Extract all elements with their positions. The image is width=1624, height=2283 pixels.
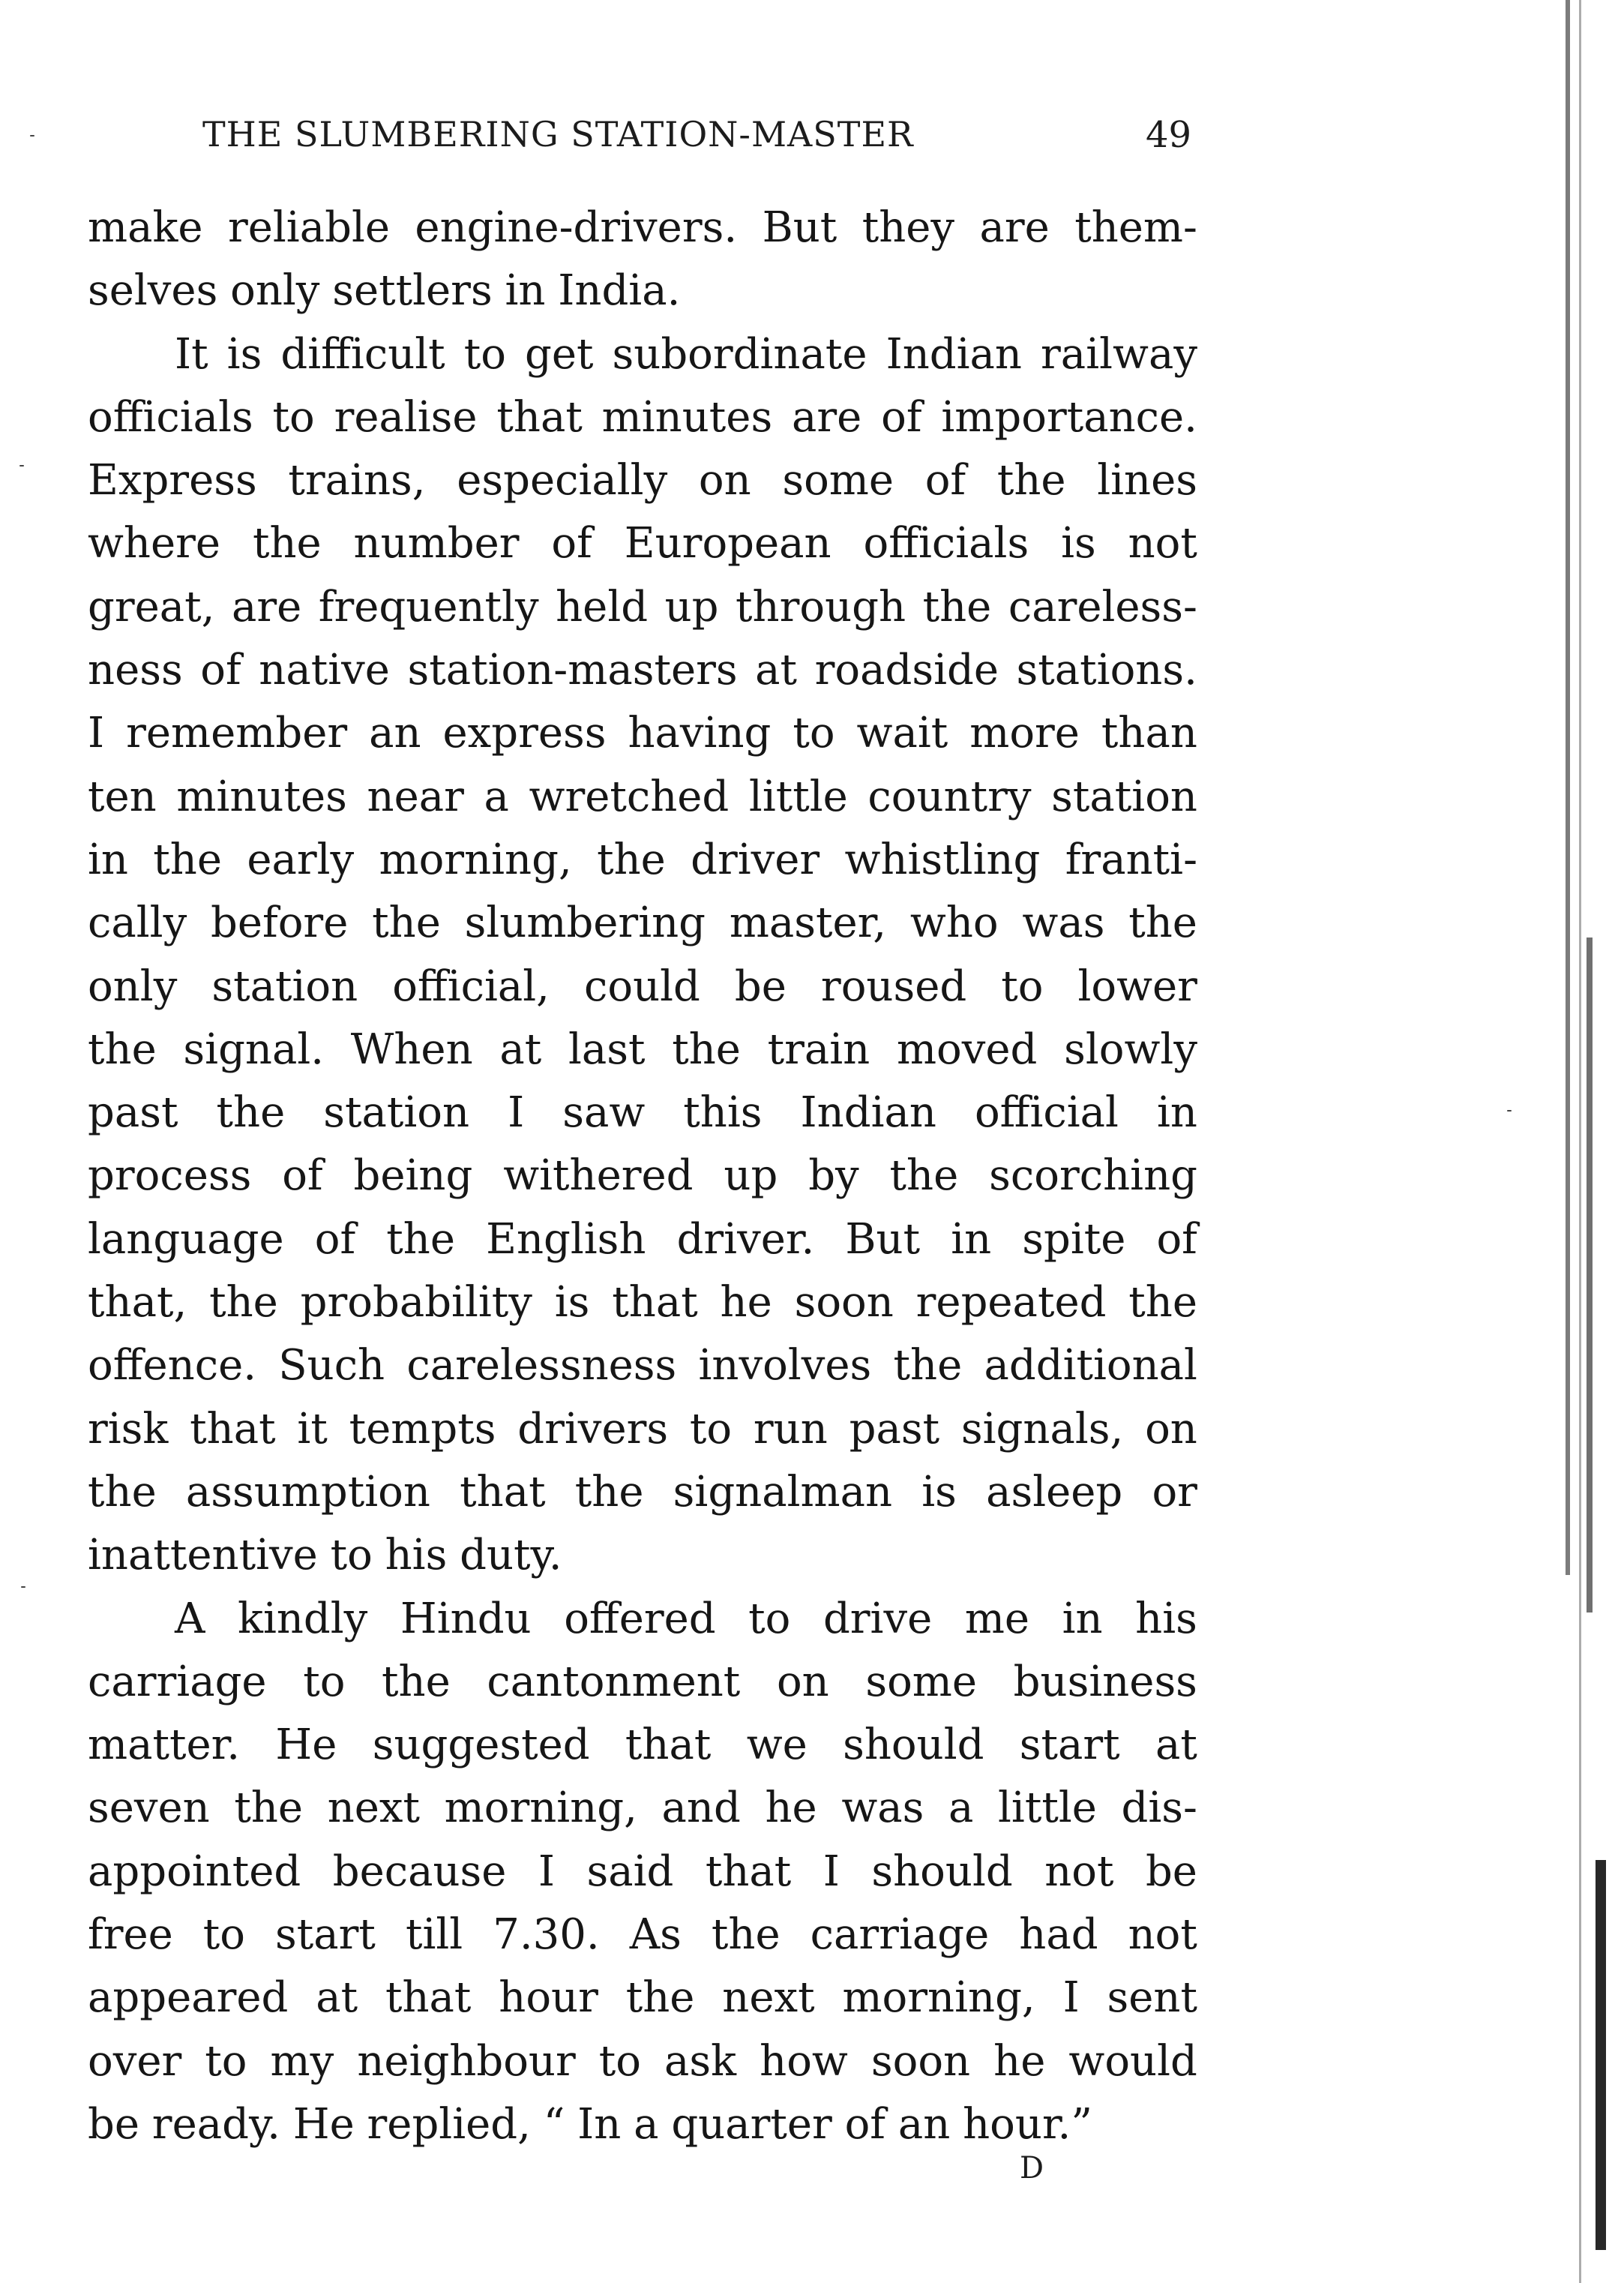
word: duty. [460,1531,562,1580]
word: business [1013,1657,1197,1706]
word: get [524,329,594,379]
text-line [88,1904,1197,1966]
word: be [734,962,787,1011]
word: an [369,709,421,758]
word: of [844,2099,886,2149]
word: his [385,1531,448,1580]
word: who [909,898,999,948]
word: little [998,1784,1097,1833]
word: probability [300,1278,532,1328]
word: run [753,1404,828,1454]
word: drivers [517,1404,669,1454]
word: a [948,1784,974,1833]
word: number [353,519,520,568]
word: be [88,2099,139,2149]
word: driver. [676,1214,815,1264]
word: appointed [88,1846,301,1896]
word: Hindu [400,1594,532,1643]
word: his [1135,1594,1197,1643]
word: the [574,1467,644,1516]
text-line [88,1271,1197,1334]
word: is [554,1278,590,1328]
word: an [897,2099,951,2149]
word: the [625,1973,695,2023]
word: being [353,1151,473,1201]
text-line [88,449,1197,512]
word: express [442,709,607,758]
word: that [625,1720,712,1770]
word: But [762,203,837,252]
word: ready. [151,2099,280,2149]
word: the [88,1024,157,1074]
word: scorching [989,1151,1197,1201]
word: of [282,1151,323,1201]
word: on [698,456,751,506]
word: station-masters [407,646,738,695]
word: and [661,1784,741,1833]
word: difficult [280,329,445,379]
word: how [760,2036,848,2086]
word: at [755,646,798,695]
word: more [969,709,1080,758]
word: free [88,1910,173,1960]
word: great, [88,582,215,632]
word: slowly [1064,1024,1197,1074]
text-line [88,1334,1197,1397]
word: trains, [288,456,426,506]
gutter-shadow [1566,0,1570,1575]
word: subordinate [612,329,867,379]
word: 7.30. [493,1910,600,1960]
word: to [793,709,835,758]
word: repeated [915,1278,1107,1328]
word: that [612,1278,698,1328]
word: or [1152,1467,1197,1516]
word: where [88,519,221,568]
word: In [577,2099,622,2149]
text-line [88,1966,1197,2030]
word: could [583,962,700,1011]
word: the [672,1024,741,1074]
word: He [275,1720,337,1770]
word: Such [278,1341,385,1390]
word: spite [1022,1214,1126,1264]
word: that [460,1467,546,1516]
word: settlers [332,266,493,316]
word: Indian [800,1088,936,1138]
word: to [598,2036,642,2086]
text-line [88,2093,1197,2156]
word: of [924,456,966,506]
word: A [175,1594,205,1643]
text-line [88,386,1197,449]
word: the [88,1467,157,1516]
word: process [88,1151,252,1201]
scan-speck [1507,1110,1512,1112]
word: additional [984,1341,1197,1390]
word: the [382,1657,451,1706]
word: is [921,1467,957,1516]
word: morning, [379,835,572,884]
word: not [1128,519,1197,568]
word: in [1062,1594,1103,1643]
word: are [979,203,1050,252]
text-line [88,1840,1197,1904]
word: especially [457,456,668,506]
word: sent [1107,1973,1197,2023]
word: country [867,772,1032,821]
word: in [1156,1088,1197,1138]
word: to [463,329,506,379]
word: the [216,1088,286,1138]
word: wretched [529,772,730,821]
word: It [175,329,208,379]
word: replied, [367,2099,531,2149]
text-line [88,1018,1197,1082]
word: start [275,1910,376,1960]
word: the [711,1910,781,1960]
word: quarter [671,2099,832,2149]
text-line [88,956,1197,1018]
word: said [586,1846,674,1896]
word: carriage [88,1657,267,1706]
word: saw [562,1088,646,1138]
word: having [628,709,772,758]
word: morning, [842,1973,1035,2023]
word: signal. [183,1024,325,1074]
word: is [226,329,262,379]
word: to [272,392,315,442]
word: offered [564,1594,716,1643]
word: it [297,1404,328,1454]
word: start [1019,1720,1120,1770]
word: had [1019,1910,1098,1960]
word: officials [88,392,253,442]
word: assumption [185,1467,430,1516]
word: carelessness [406,1341,677,1390]
word: risk [88,1404,169,1454]
text-line [88,1461,1197,1524]
word: ness [88,646,183,695]
word: of [1156,1214,1197,1264]
word: in [505,266,546,316]
word: seven [88,1784,210,1833]
text-line [88,1208,1197,1271]
word: of [881,392,922,442]
word: signalman [673,1467,893,1516]
word: than [1101,709,1197,758]
word: little [748,772,848,821]
word: at [1155,1720,1197,1770]
word: drive [822,1594,933,1643]
word: a [484,772,509,821]
gutter-shadow [1596,1860,1606,2250]
gutter-shadow [1579,0,1581,2283]
word: the [372,898,441,948]
word: the [996,456,1066,506]
word: my [270,2036,334,2086]
word: the [889,1151,959,1201]
word: minutes [176,772,347,821]
word: to [330,1531,373,1580]
word: next [722,1973,815,2023]
word: offence. [88,1341,257,1390]
text-line [88,1524,1197,1587]
word: morning, [444,1784,637,1833]
word: hour [499,1973,598,2023]
word: lines [1097,456,1197,506]
word: at [316,1973,358,2023]
word: of [551,519,592,568]
word: officials [863,519,1029,568]
word: by [808,1151,859,1201]
text-line [88,2030,1197,2093]
word: franti- [1065,835,1197,884]
word: only [88,962,178,1011]
word: early [247,835,355,884]
word: the [153,835,223,884]
word: the [386,1214,455,1264]
word: asleep [986,1467,1123,1516]
word: importance. [941,392,1197,442]
word: make [88,203,203,252]
word: the [209,1278,278,1328]
word: station [1051,772,1197,821]
text-line [88,1144,1197,1208]
word: past [849,1404,940,1454]
word: railway [1041,329,1197,379]
word: was [1022,898,1105,948]
word: roadside [814,646,999,695]
word: But [845,1214,921,1264]
word: only [230,266,320,316]
word: near [367,772,464,821]
text-line [88,1588,1197,1651]
word: before [211,898,349,948]
word: stations. [1016,646,1197,695]
word: in [88,835,128,884]
word: some [865,1657,978,1706]
word: As [629,1910,682,1960]
word: official [974,1088,1119,1138]
word: on [1145,1404,1197,1454]
word: over [88,2036,182,2086]
word: the [922,582,992,632]
word: Indian [885,329,1022,379]
word: English [486,1214,646,1264]
word: hour.” [963,2099,1092,2149]
word: matter. [88,1720,241,1770]
word: soon [870,2036,971,2086]
word: realise [334,392,478,442]
text-line [88,766,1197,829]
word: up [724,1151,778,1201]
word: native [259,646,390,695]
word: driver [691,835,820,884]
text-line [88,1777,1197,1840]
word: master, [729,898,887,948]
word: carriage [810,1910,990,1960]
word: that, [88,1278,187,1328]
word: in [951,1214,992,1264]
word: careless- [1008,582,1197,632]
page-number: 49 [1146,114,1192,156]
word: be [1145,1846,1197,1896]
text-line [88,260,1197,322]
text-line [88,702,1197,765]
running-title: THE SLUMBERING STATION-MASTER [202,114,914,154]
word: reliable [227,203,390,252]
word: they [861,203,955,252]
text-line [88,829,1197,892]
word: that [496,392,583,442]
gutter-shadow [1587,938,1593,1612]
word: I [538,1846,556,1896]
word: to [689,1404,733,1454]
word: I [822,1846,840,1896]
word: that [385,1973,472,2023]
word: he [720,1278,772,1328]
word: to [202,1910,246,1960]
word: I [1062,1973,1080,2023]
word: I [508,1088,525,1138]
word: the [1128,1278,1197,1328]
word: them- [1074,203,1197,252]
word: he [993,2036,1046,2086]
word: soon [794,1278,894,1328]
scan-speck [19,465,24,466]
word: the [252,519,322,568]
word: the [597,835,666,884]
word: frequently [318,582,539,632]
text-line [88,639,1197,702]
text-line [88,196,1197,260]
word: selves [88,266,218,316]
word: this [683,1088,763,1138]
word: should [843,1720,984,1770]
word: When [350,1024,473,1074]
word: signals, [960,1404,1124,1454]
word: appeared [88,1973,289,2023]
scan-speck [21,1586,25,1588]
word: engine-drivers. [415,203,738,252]
text-line [88,1714,1197,1777]
word: minutes [601,392,773,442]
scan-speck [30,135,34,136]
word: suggested [372,1720,590,1770]
word: are [231,582,302,632]
text-line [88,512,1197,575]
word: European [624,519,831,568]
word: he [765,1784,817,1833]
text-line [88,1398,1197,1461]
word: I [88,709,105,758]
word: remember [126,709,348,758]
word: to [205,2036,247,2086]
signature-mark: D [1020,2151,1046,2186]
word: that [190,1404,276,1454]
word: ask [664,2036,737,2086]
word: kindly [238,1594,368,1643]
word: dis- [1121,1784,1197,1833]
word: that [705,1846,792,1896]
word: should [871,1846,1013,1896]
word: some [782,456,894,506]
word: He [292,2099,355,2149]
word: station [323,1088,470,1138]
body-text [88,196,1197,2156]
word: moved [896,1024,1038,1074]
word: whistling [844,835,1041,884]
word: we [746,1720,808,1770]
text-line [88,576,1197,639]
word: of [200,646,241,695]
word: up [664,582,719,632]
word: was [841,1784,924,1833]
word: to [748,1594,791,1643]
word: official, [392,962,550,1011]
word: India. [558,266,681,316]
word: at [499,1024,542,1074]
word: inattentive [88,1531,318,1580]
word: slumbering [464,898,706,948]
word: held [556,582,649,632]
word: on [776,1657,829,1706]
word: neighbour [357,2036,576,2086]
word: because [332,1846,507,1896]
word: last [568,1024,646,1074]
word: the [1128,898,1197,948]
word: withered [503,1151,694,1201]
word: cantonment [487,1657,741,1706]
text-line [88,1082,1197,1144]
text-line [88,323,1197,386]
word: cally [88,898,187,948]
word: to [1001,962,1044,1011]
word: station [211,962,358,1011]
word: lower [1077,962,1197,1011]
text-line [88,1651,1197,1714]
word: train [767,1024,870,1074]
word: of [314,1214,356,1264]
word: not [1128,1910,1197,1960]
word: are [792,392,862,442]
word: the [234,1784,304,1833]
word: ten [88,772,157,821]
word: to [303,1657,346,1706]
word: not [1044,1846,1114,1896]
word: me [964,1594,1030,1643]
word: next [327,1784,420,1833]
word: till [405,1910,463,1960]
word: would [1068,2036,1197,2086]
word: a [634,2099,659,2149]
word: involves [698,1341,872,1390]
word: wait [856,709,948,758]
word: is [1061,519,1096,568]
word: the [893,1341,963,1390]
word: through [736,582,906,632]
word: past [88,1088,178,1138]
text-line [88,892,1197,955]
word: tempts [349,1404,496,1454]
word: “ [543,2099,565,2149]
word: language [88,1214,284,1264]
word: roused [820,962,967,1011]
word: Express [88,456,257,506]
